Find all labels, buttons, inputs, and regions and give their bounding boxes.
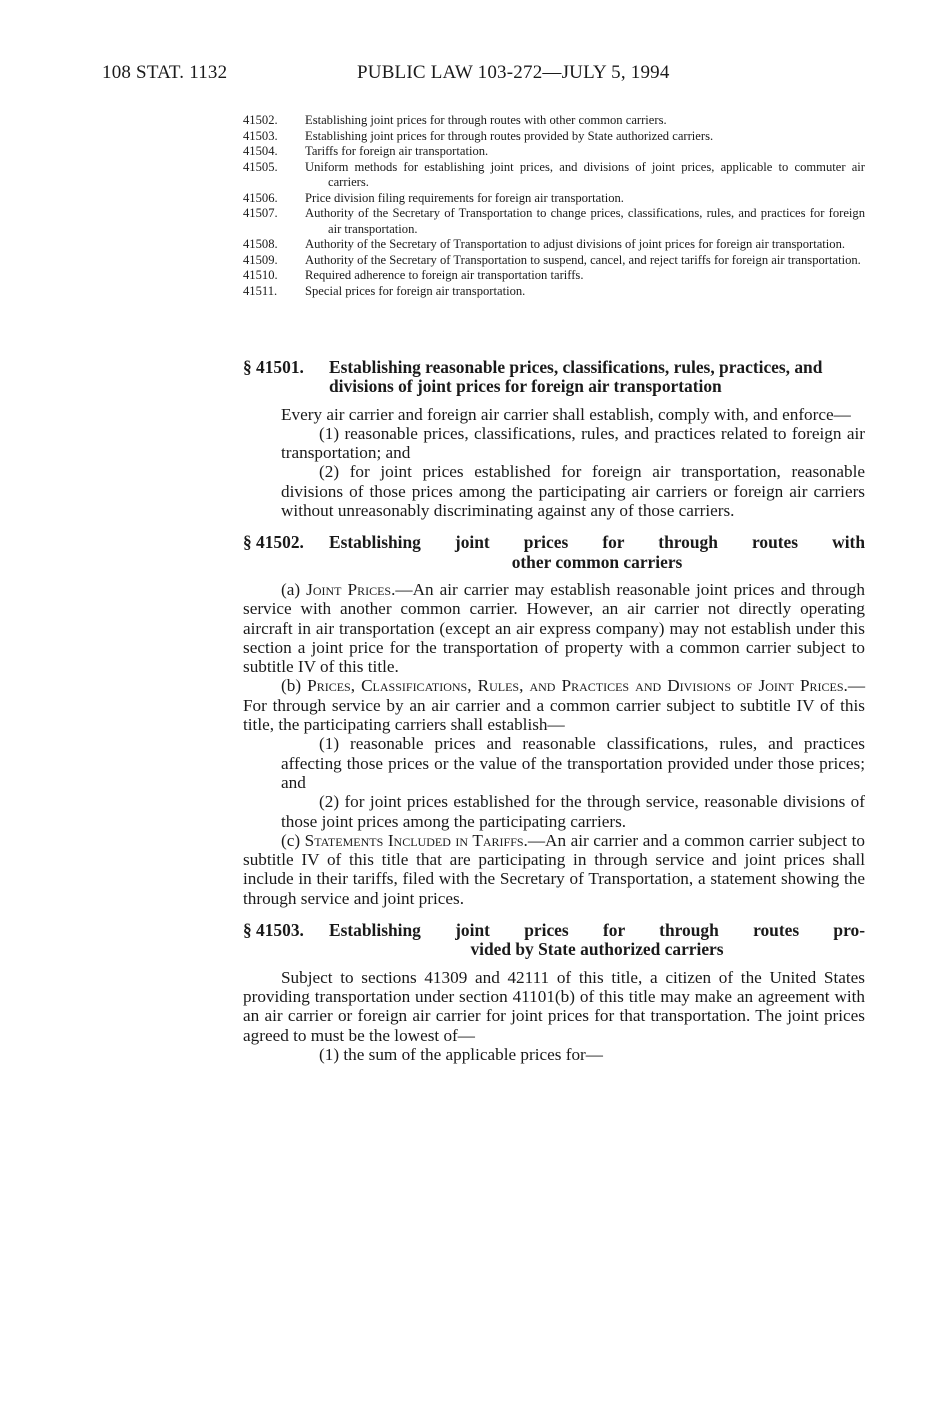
section-title-line-1: Establishing joint prices for through routes pro- bbox=[329, 920, 865, 941]
toc-title: Price division filing requirements for foreign air transportation. bbox=[305, 190, 624, 205]
subsection-41502-a bbox=[243, 580, 865, 676]
subsection-41502-b-paragraph-2: (2) for joint prices established for the through service, reasonable divisions of those joint prices among the participating carriers. bbox=[281, 792, 865, 831]
subsection-41502-b-paragraph-1: (1) reasonable prices and reasonable classifications, rules, and practices affecting those prices or the value of the transportation provided under those prices; and bbox=[281, 734, 865, 792]
toc-number: 41503. bbox=[243, 128, 278, 143]
section-title-line-2: vided by State authorized carriers bbox=[470, 939, 724, 960]
toc-entry bbox=[243, 253, 865, 269]
section-41503-intro: Subject to sections 41309 and 42111 of this title, a citizen of the United States providing transportation under section 41101(b) of this title may make an agreement with an air carrier or foreign air carrier for joint prices for that transportation. The joint prices agreed to must be the lowest of— bbox=[243, 967, 865, 1045]
section-heading-41503 bbox=[243, 921, 865, 960]
section-heading-41501 bbox=[243, 358, 865, 397]
subsection-label: (b) bbox=[281, 676, 302, 696]
toc-entry bbox=[243, 206, 865, 237]
toc-number: 41511. bbox=[243, 283, 278, 298]
toc-title: Establishing joint prices for through routes with other common carriers. bbox=[305, 113, 667, 127]
toc-number: 41505. bbox=[243, 159, 278, 174]
toc-number: 41510. bbox=[243, 268, 278, 282]
toc-entry bbox=[243, 144, 865, 160]
toc-title: Tariffs for foreign air transportation. bbox=[305, 144, 489, 158]
toc-title: Required adherence to foreign air transportation tariffs. bbox=[305, 268, 584, 282]
section-title-line-2: other common carriers bbox=[511, 551, 683, 572]
running-head bbox=[102, 62, 862, 88]
toc-entry bbox=[243, 129, 865, 145]
toc-title: Uniform methods for establishing joint prices, and divisions of joint prices, applicable to commuter air carriers. bbox=[305, 159, 865, 189]
section-41501-intro: Every air carrier and foreign air carrier shall establish, comply with, and enforce— bbox=[281, 404, 851, 424]
toc-entry bbox=[243, 160, 865, 191]
toc-number: 41508. bbox=[243, 237, 278, 251]
section-41501-paragraph-1: (1) reasonable prices, classifications, rules, and practices related to foreign air transportation; and bbox=[281, 423, 865, 463]
toc-entry bbox=[243, 113, 865, 129]
toc-title: Authority of the Secretary of Transportation to adjust divisions of joint prices for foreign air transportation. bbox=[305, 237, 846, 251]
section-number: § 41501. bbox=[243, 357, 304, 377]
toc-entry bbox=[243, 237, 865, 253]
section-title-line-1: Establishing joint prices for through routes with bbox=[329, 532, 865, 553]
statute-page-reference: 108 STAT. 1132 bbox=[102, 62, 228, 83]
subsection-text: —An air carrier may establish reasonable joint prices and through service with another common carrier. However, an air carrier not directly operating aircraft in air transportation (except an air express company) may not establish under this section a joint price for the transportation of property with a common carrier subject to subtitle IV of this title. bbox=[243, 579, 865, 677]
section-number: § 41503. bbox=[243, 920, 304, 941]
section-number: § 41502. bbox=[243, 532, 304, 553]
subsection-41502-b bbox=[243, 676, 865, 734]
toc-title: Establishing joint prices for through routes provided by State authorized carriers. bbox=[305, 128, 714, 143]
toc-number: 41509. bbox=[243, 252, 278, 267]
section-title bbox=[329, 921, 865, 960]
subsection-heading: Joint Prices. bbox=[306, 579, 396, 599]
section-41501-paragraph-2: (2) for joint prices established for foreign air transportation, reasonable divisions of those prices among the participating air carriers or foreign air carriers without unreasonably discriminating against any of those carriers. bbox=[281, 462, 865, 521]
statute-body bbox=[243, 358, 865, 1064]
toc-entry bbox=[243, 268, 865, 284]
toc-title: Authority of the Secretary of Transportation to change prices, classifications, rules, and practices for foreign air transportation. bbox=[305, 206, 865, 236]
public-law-citation: PUBLIC LAW 103-272—JULY 5, 1994 bbox=[357, 62, 670, 83]
subsection-label: (a) bbox=[281, 579, 301, 599]
toc-entry bbox=[243, 284, 865, 300]
section-heading-41502 bbox=[243, 533, 865, 572]
toc-number: 41504. bbox=[243, 144, 278, 158]
subsection-text: —An air carrier and a common carrier subject to subtitle IV of this title that are participating in through service and joint prices shall include in their tariffs, filed with the Secretary of Transportation, a statement showing the through service and joint prices. bbox=[243, 830, 866, 908]
subsection-text: —For through service by an air carrier and a common carrier subject to subtitle IV of this title, the participating carriers shall establish— bbox=[243, 676, 865, 735]
section-title: Establishing reasonable prices, classifications, rules, practices, and divisions of joint prices for foreign air transportation bbox=[329, 357, 823, 397]
subsection-heading: Prices, Classifications, Rules, and Practices and Divisions of Joint Prices. bbox=[307, 676, 848, 696]
toc-number: 41506. bbox=[243, 190, 278, 205]
toc-entry bbox=[243, 191, 865, 207]
subsection-41502-c bbox=[243, 831, 865, 908]
section-41503-paragraph-1: (1) the sum of the applicable prices for— bbox=[319, 1044, 603, 1064]
toc-number: 41502. bbox=[243, 113, 278, 127]
toc-number: 41507. bbox=[243, 206, 278, 220]
section-title bbox=[329, 533, 865, 572]
subsection-label: (c) bbox=[281, 830, 301, 850]
toc-title: Authority of the Secretary of Transportation to suspend, cancel, and reject tariffs for foreign air transportation. bbox=[305, 252, 861, 267]
section-table-of-contents bbox=[243, 113, 865, 299]
subsection-heading: Statements Included in Tariffs. bbox=[304, 830, 528, 850]
toc-title: Special prices for foreign air transportation. bbox=[305, 283, 526, 298]
